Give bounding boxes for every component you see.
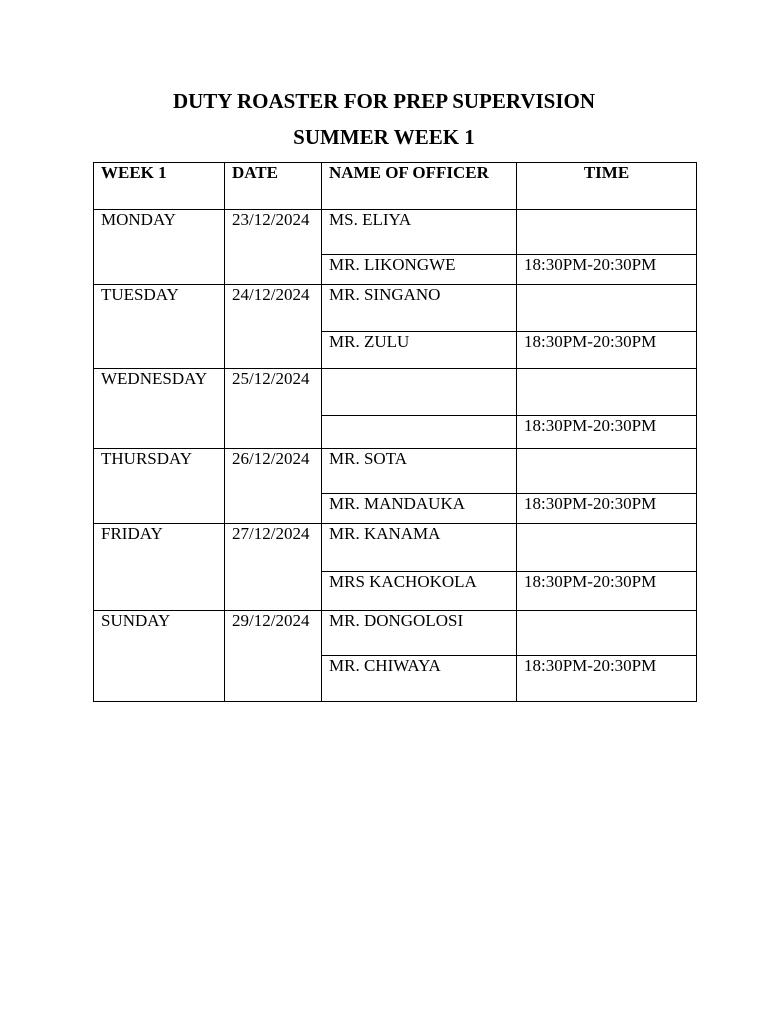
table-row (94, 369, 697, 416)
officer-cell: MR. SOTA (322, 449, 517, 494)
table-row (94, 285, 697, 332)
officer-cell: MR. CHIWAYA (322, 656, 517, 702)
table-row (94, 449, 697, 494)
date-cell: 23/12/2024 (225, 210, 322, 285)
time-cell (517, 449, 697, 494)
table-header-row (94, 163, 697, 210)
officer-cell (322, 369, 517, 416)
table-row (94, 210, 697, 255)
time-cell: 18:30PM-20:30PM (517, 255, 697, 285)
day-cell: WEDNESDAY (94, 369, 225, 449)
document-title: DUTY ROASTER FOR PREP SUPERVISION (172, 89, 596, 113)
day-cell: MONDAY (94, 210, 225, 285)
time-cell (517, 210, 697, 255)
officer-cell: MS. ELIYA (322, 210, 517, 255)
time-cell: 18:30PM-20:30PM (517, 572, 697, 611)
day-cell: SUNDAY (94, 611, 225, 702)
officer-cell: MR. SINGANO (322, 285, 517, 332)
officer-cell (322, 416, 517, 449)
time-cell (517, 369, 697, 416)
officer-cell: MR. DONGOLOSI (322, 611, 517, 656)
time-cell: 18:30PM-20:30PM (517, 494, 697, 524)
day-cell: FRIDAY (94, 524, 225, 611)
table-row (94, 524, 697, 572)
table-row (94, 611, 697, 656)
officer-cell: MR. KANAMA (322, 524, 517, 572)
duty-roster-table (93, 162, 697, 702)
day-cell: THURSDAY (94, 449, 225, 524)
header-officer: NAME OF OFFICER (322, 163, 517, 210)
date-cell: 24/12/2024 (225, 285, 322, 369)
time-cell: 18:30PM-20:30PM (517, 656, 697, 702)
date-cell: 27/12/2024 (225, 524, 322, 611)
officer-cell: MR. MANDAUKA (322, 494, 517, 524)
date-cell: 25/12/2024 (225, 369, 322, 449)
header-date: DATE (225, 163, 322, 210)
officer-cell: MR. ZULU (322, 332, 517, 369)
officer-cell: MR. LIKONGWE (322, 255, 517, 285)
time-cell (517, 285, 697, 332)
day-cell: TUESDAY (94, 285, 225, 369)
officer-cell: MRS KACHOKOLA (322, 572, 517, 611)
header-week: WEEK 1 (94, 163, 225, 210)
date-cell: 29/12/2024 (225, 611, 322, 702)
time-cell: 18:30PM-20:30PM (517, 332, 697, 369)
time-cell (517, 524, 697, 572)
time-cell: 18:30PM-20:30PM (517, 416, 697, 449)
header-time: TIME (517, 163, 697, 210)
document-subtitle: SUMMER WEEK 1 (293, 125, 475, 149)
date-cell: 26/12/2024 (225, 449, 322, 524)
time-cell (517, 611, 697, 656)
